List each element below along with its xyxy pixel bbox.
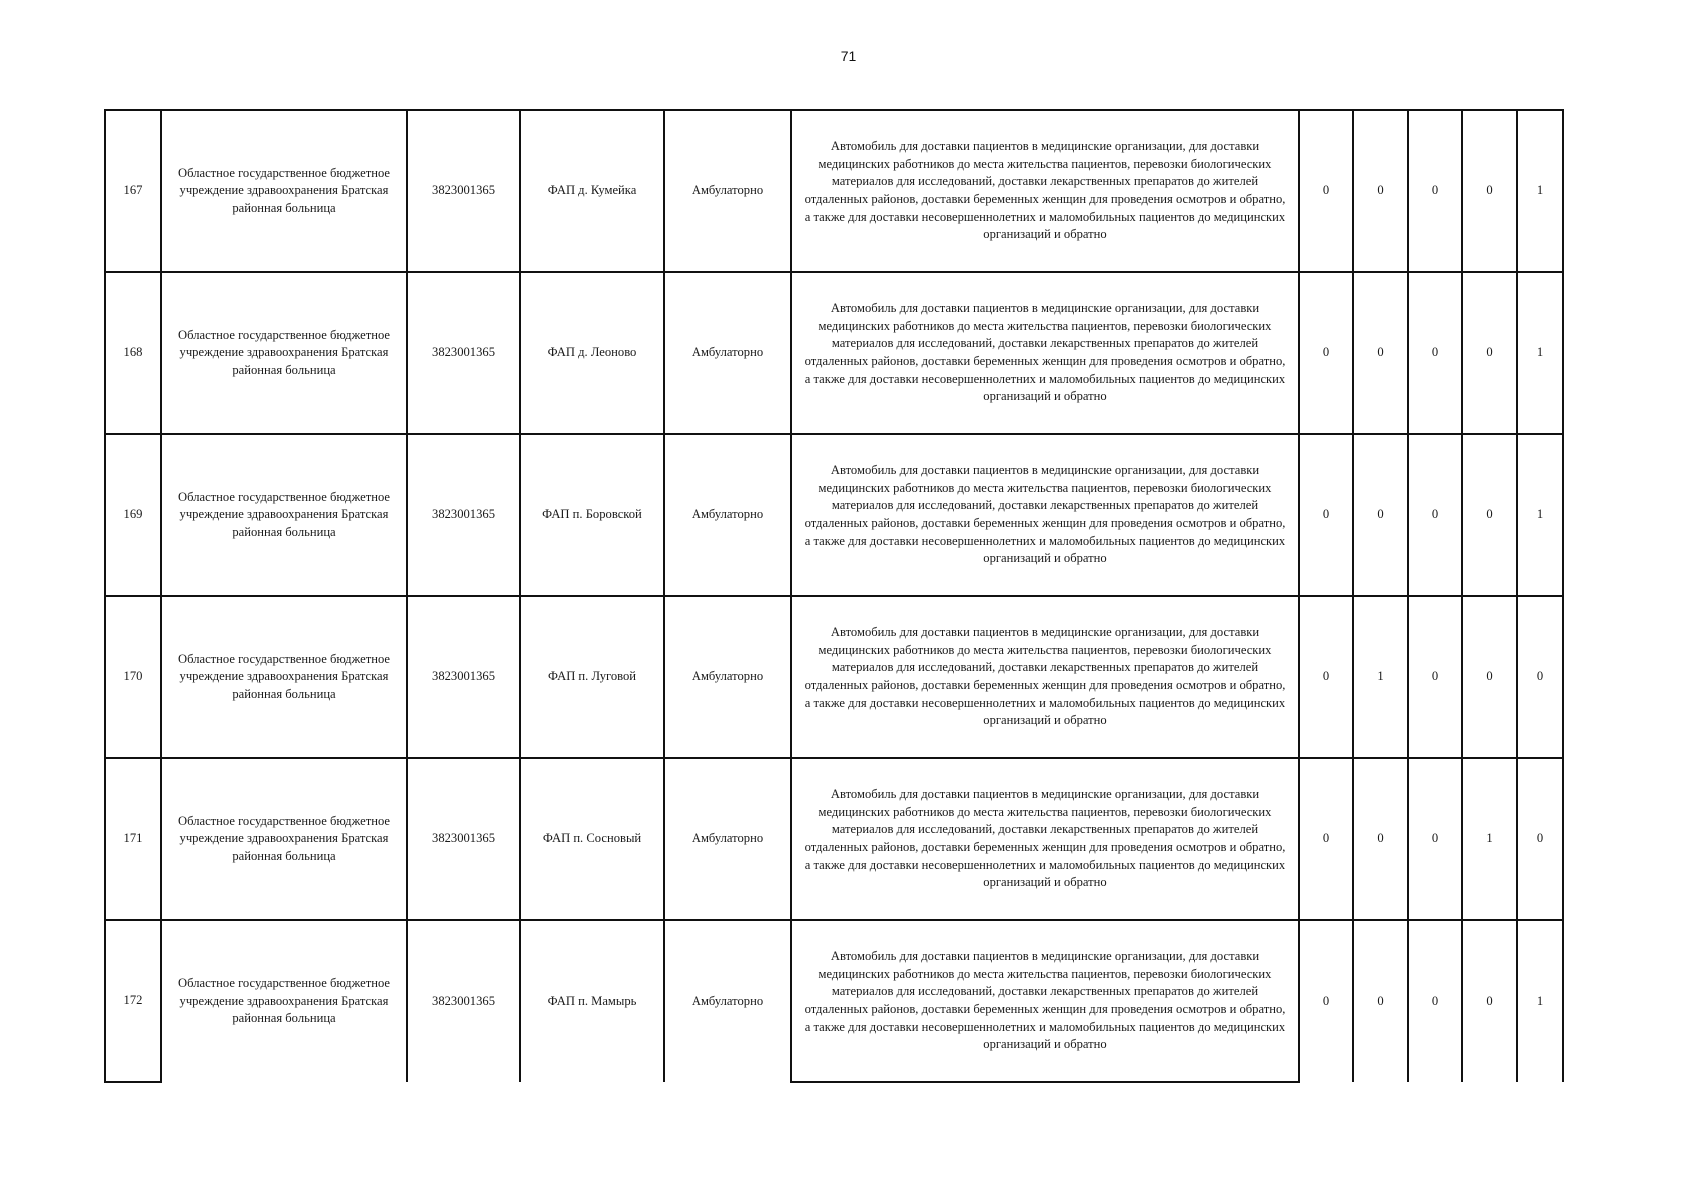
fap-name: ФАП д. Леоново xyxy=(520,272,664,434)
inn-code: 3823001365 xyxy=(407,272,520,434)
row-number: 168 xyxy=(105,272,161,434)
count-col-2: 0 xyxy=(1353,434,1408,596)
row-number: 172 xyxy=(105,920,161,1082)
organization-name: Областное государственное бюджетное учреждение здравоохранения Братская районная больница xyxy=(161,920,407,1082)
inn-code: 3823001365 xyxy=(407,920,520,1082)
count-col-2: 1 xyxy=(1353,596,1408,758)
table-row xyxy=(105,272,1563,434)
count-col-3: 0 xyxy=(1408,920,1462,1082)
vehicle-purpose: Автомобиль для доставки пациентов в медицинские организации, для доставки медицинских работников до места жительства пациентов, перевозки биологических материалов для исследований, доставки лекарственных препаратов до жителей отдаленных районов, доставки беременных женщин для проведения осмотров и обратно, а также для доставки несовершеннолетних и маломобильных пациентов до медицинских организаций и обратно xyxy=(791,272,1299,434)
care-mode: Амбулаторно xyxy=(664,434,791,596)
vehicle-purpose: Автомобиль для доставки пациентов в медицинские организации, для доставки медицинских работников до места жительства пациентов, перевозки биологических материалов для исследований, доставки лекарственных препаратов до жителей отдаленных районов, доставки беременных женщин для проведения осмотров и обратно, а также для доставки несовершеннолетних и маломобильных пациентов до медицинских организаций и обратно xyxy=(791,758,1299,920)
count-col-5: 0 xyxy=(1517,758,1563,920)
count-col-1: 0 xyxy=(1299,920,1353,1082)
count-col-4: 0 xyxy=(1462,920,1517,1082)
count-col-3: 0 xyxy=(1408,110,1462,272)
row-number: 167 xyxy=(105,110,161,272)
count-col-2: 0 xyxy=(1353,920,1408,1082)
table-row xyxy=(105,758,1563,920)
facilities-table xyxy=(104,109,1564,1083)
care-mode: Амбулаторно xyxy=(664,272,791,434)
table-row xyxy=(105,596,1563,758)
count-col-5: 1 xyxy=(1517,272,1563,434)
vehicle-purpose: Автомобиль для доставки пациентов в медицинские организации, для доставки медицинских работников до места жительства пациентов, перевозки биологических материалов для исследований, доставки лекарственных препаратов до жителей отдаленных районов, доставки беременных женщин для проведения осмотров и обратно, а также для доставки несовершеннолетних и маломобильных пациентов до медицинских организаций и обратно xyxy=(791,110,1299,272)
vehicle-purpose: Автомобиль для доставки пациентов в медицинские организации, для доставки медицинских работников до места жительства пациентов, перевозки биологических материалов для исследований, доставки лекарственных препаратов до жителей отдаленных районов, доставки беременных женщин для проведения осмотров и обратно, а также для доставки несовершеннолетних и маломобильных пациентов до медицинских организаций и обратно xyxy=(791,920,1299,1082)
table-row xyxy=(105,920,1563,1082)
count-col-5: 0 xyxy=(1517,596,1563,758)
table-row xyxy=(105,110,1563,272)
organization-name: Областное государственное бюджетное учреждение здравоохранения Братская районная больница xyxy=(161,434,407,596)
care-mode: Амбулаторно xyxy=(664,110,791,272)
row-number: 170 xyxy=(105,596,161,758)
table-row xyxy=(105,434,1563,596)
count-col-2: 0 xyxy=(1353,758,1408,920)
organization-name: Областное государственное бюджетное учреждение здравоохранения Братская районная больница xyxy=(161,758,407,920)
count-col-1: 0 xyxy=(1299,110,1353,272)
count-col-3: 0 xyxy=(1408,434,1462,596)
care-mode: Амбулаторно xyxy=(664,920,791,1082)
count-col-4: 0 xyxy=(1462,434,1517,596)
organization-name: Областное государственное бюджетное учреждение здравоохранения Братская районная больница xyxy=(161,596,407,758)
table-body xyxy=(105,110,1563,1082)
organization-name: Областное государственное бюджетное учреждение здравоохранения Братская районная больница xyxy=(161,110,407,272)
row-number: 171 xyxy=(105,758,161,920)
care-mode: Амбулаторно xyxy=(664,596,791,758)
care-mode: Амбулаторно xyxy=(664,758,791,920)
inn-code: 3823001365 xyxy=(407,110,520,272)
organization-name: Областное государственное бюджетное учреждение здравоохранения Братская районная больница xyxy=(161,272,407,434)
count-col-1: 0 xyxy=(1299,434,1353,596)
inn-code: 3823001365 xyxy=(407,758,520,920)
page-number: 71 xyxy=(840,48,857,64)
inn-code: 3823001365 xyxy=(407,434,520,596)
count-col-1: 0 xyxy=(1299,272,1353,434)
vehicle-purpose: Автомобиль для доставки пациентов в медицинские организации, для доставки медицинских работников до места жительства пациентов, перевозки биологических материалов для исследований, доставки лекарственных препаратов до жителей отдаленных районов, доставки беременных женщин для проведения осмотров и обратно, а также для доставки несовершеннолетних и маломобильных пациентов до медицинских организаций и обратно xyxy=(791,596,1299,758)
count-col-2: 0 xyxy=(1353,272,1408,434)
vehicle-purpose: Автомобиль для доставки пациентов в медицинские организации, для доставки медицинских работников до места жительства пациентов, перевозки биологических материалов для исследований, доставки лекарственных препаратов до жителей отдаленных районов, доставки беременных женщин для проведения осмотров и обратно, а также для доставки несовершеннолетних и маломобильных пациентов до медицинских организаций и обратно xyxy=(791,434,1299,596)
count-col-2: 0 xyxy=(1353,110,1408,272)
count-col-3: 0 xyxy=(1408,272,1462,434)
count-col-1: 0 xyxy=(1299,758,1353,920)
count-col-5: 1 xyxy=(1517,110,1563,272)
count-col-4: 0 xyxy=(1462,110,1517,272)
count-col-3: 0 xyxy=(1408,758,1462,920)
count-col-3: 0 xyxy=(1408,596,1462,758)
count-col-4: 0 xyxy=(1462,272,1517,434)
fap-name: ФАП п. Луговой xyxy=(520,596,664,758)
count-col-5: 1 xyxy=(1517,434,1563,596)
fap-name: ФАП п. Сосновый xyxy=(520,758,664,920)
count-col-4: 1 xyxy=(1462,758,1517,920)
fap-name: ФАП д. Кумейка xyxy=(520,110,664,272)
count-col-4: 0 xyxy=(1462,596,1517,758)
fap-name: ФАП п. Мамырь xyxy=(520,920,664,1082)
count-col-5: 1 xyxy=(1517,920,1563,1082)
inn-code: 3823001365 xyxy=(407,596,520,758)
fap-name: ФАП п. Боровской xyxy=(520,434,664,596)
row-number: 169 xyxy=(105,434,161,596)
count-col-1: 0 xyxy=(1299,596,1353,758)
